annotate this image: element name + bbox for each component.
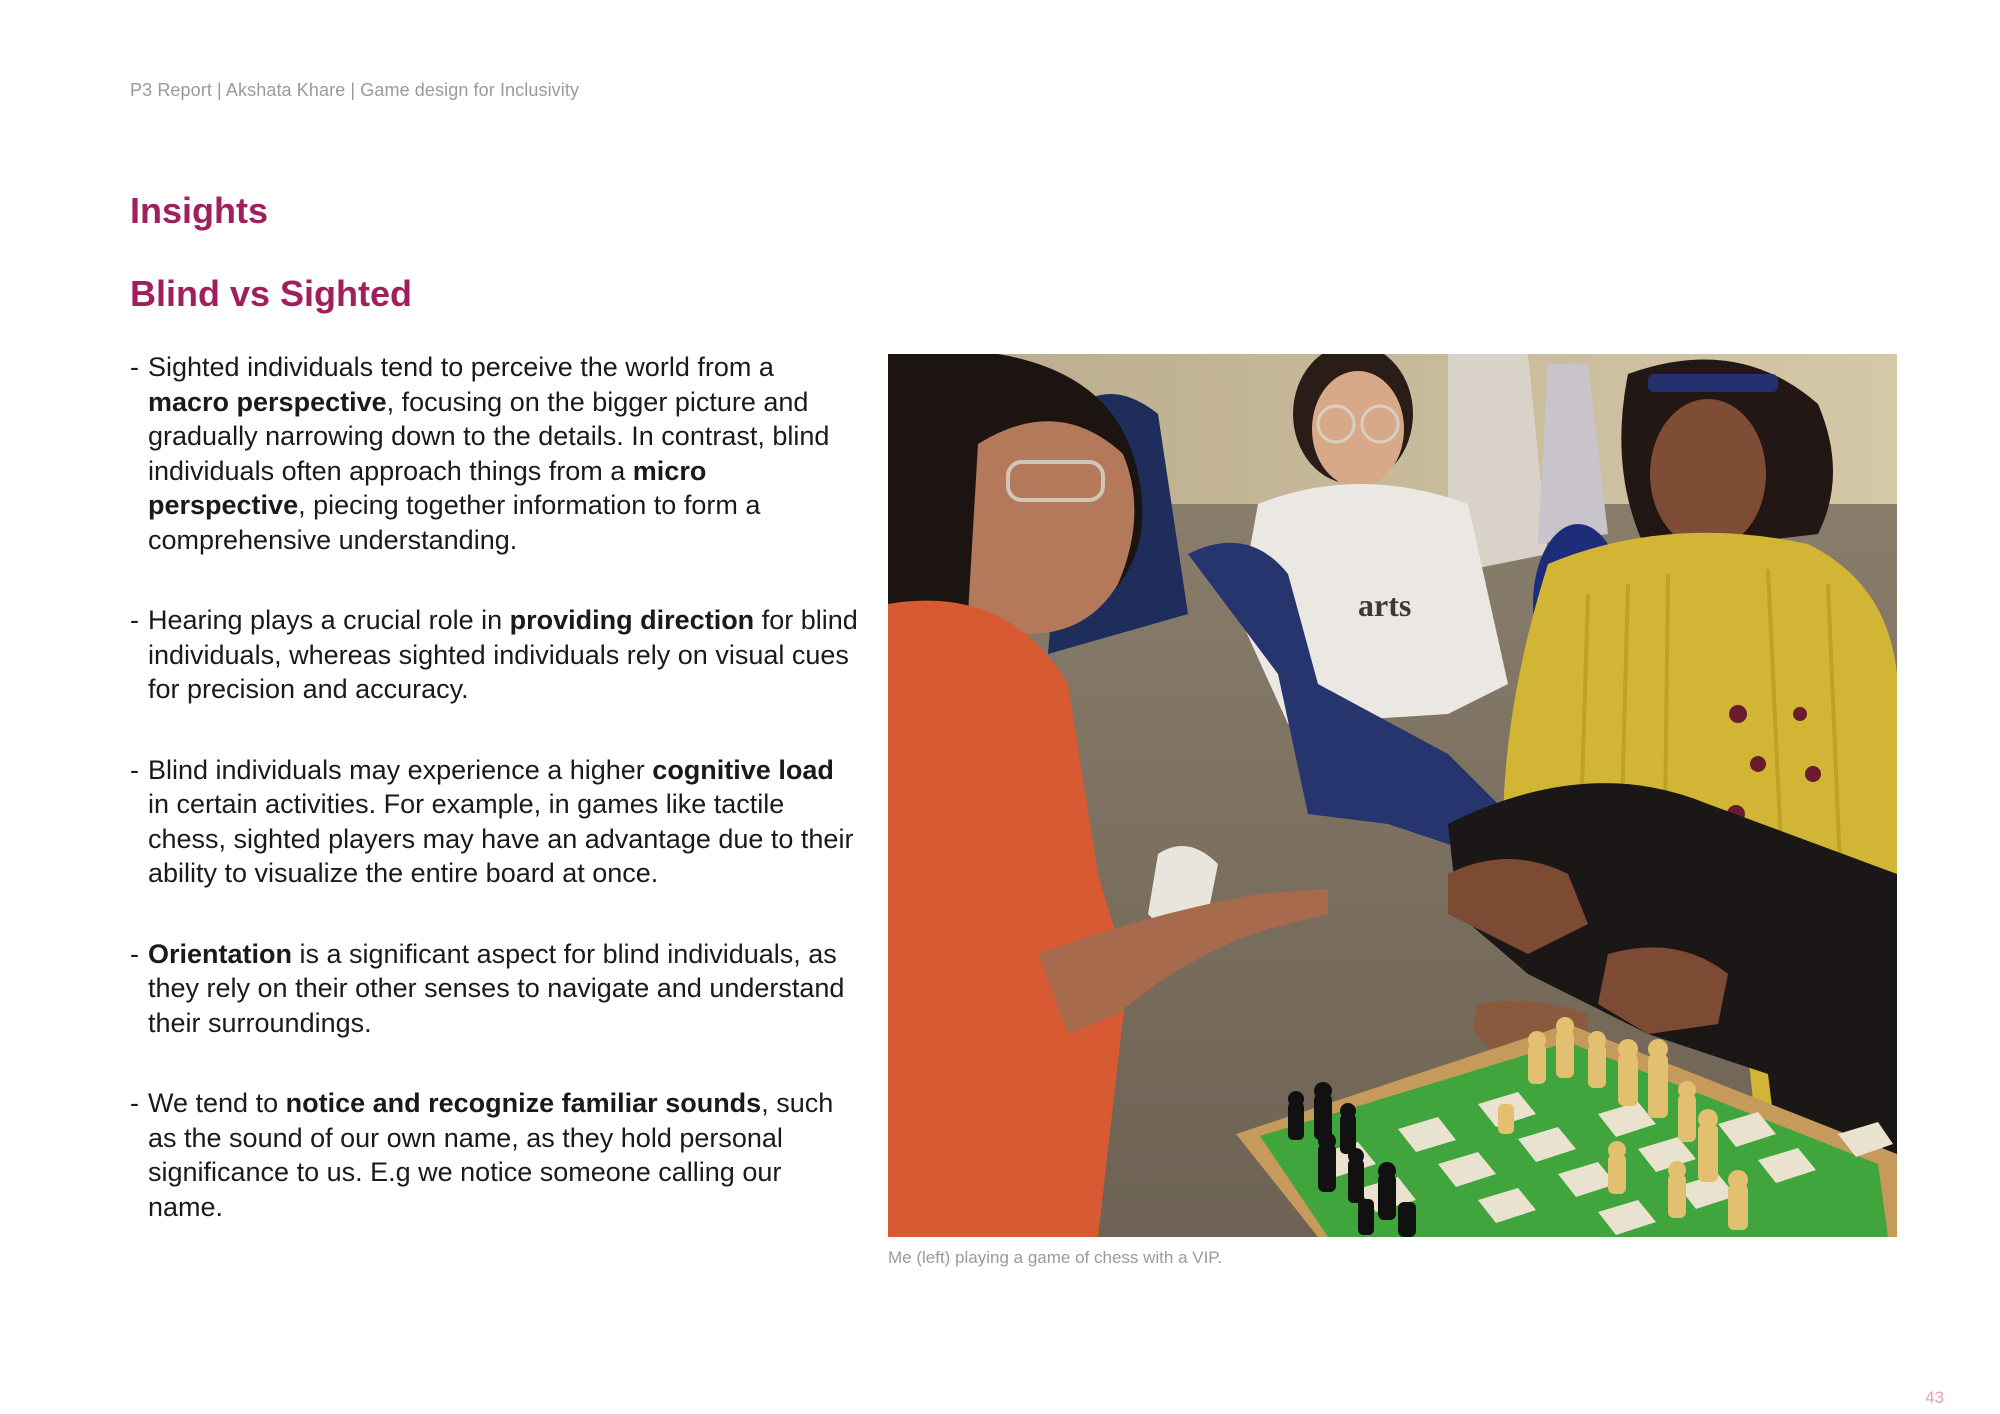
list-dash: - [130,1088,139,1118]
photo-caption: Me (left) playing a game of chess with a VIP. [888,1248,1223,1267]
insight-item [130,753,860,891]
list-dash: - [130,754,139,785]
insights-list [130,350,860,1224]
chess-photo-illustration [888,354,1897,1237]
insight-item [130,1086,860,1224]
insight-item [130,350,860,557]
page-number: 43 [1925,1388,1944,1407]
insight-text: Hearing plays a crucial role in providing direction for blind individuals, whereas sighted individuals rely on visual cues for precision and accuracy. [148,605,858,704]
insight-text: We tend to notice and recognize familiar sounds, such as the sound of our own name, as they hold personal significance to us. E.g we notice someone calling our name. [148,1088,834,1222]
insight-text: Orientation is a significant aspect for blind individuals, as they rely on their other senses to navigate and understand their surroundings. [148,938,845,1038]
list-dash: - [130,605,139,635]
list-dash: - [130,938,139,969]
right-girl-face [1650,399,1766,549]
insight-text: Blind individuals may experience a higher cognitive load in certain activities. For example, in games like tactile chess, sighted players may have an advantage due to their ability to visualize the entire board at once. [148,754,854,888]
insight-text: Sighted individuals tend to perceive the world from a macro perspective, focusing on the bigger picture and gradually narrowing down to the details. In contrast, blind individuals often approach things from a micro perspective, piecing together information to form a comprehensive understanding. [148,352,830,555]
insight-item [130,937,860,1041]
section-title: Insights [130,190,269,231]
shirt-print: arts [1358,587,1412,623]
chess-photo [888,354,1897,1237]
insight-item [130,603,860,707]
running-header: P3 Report | Akshata Khare | Game design for Inclusivity [130,80,580,100]
section-subtitle: Blind vs Sighted [130,273,413,314]
hairband [1648,374,1778,392]
middle-girl-face [1312,371,1404,487]
list-dash: - [130,352,139,382]
